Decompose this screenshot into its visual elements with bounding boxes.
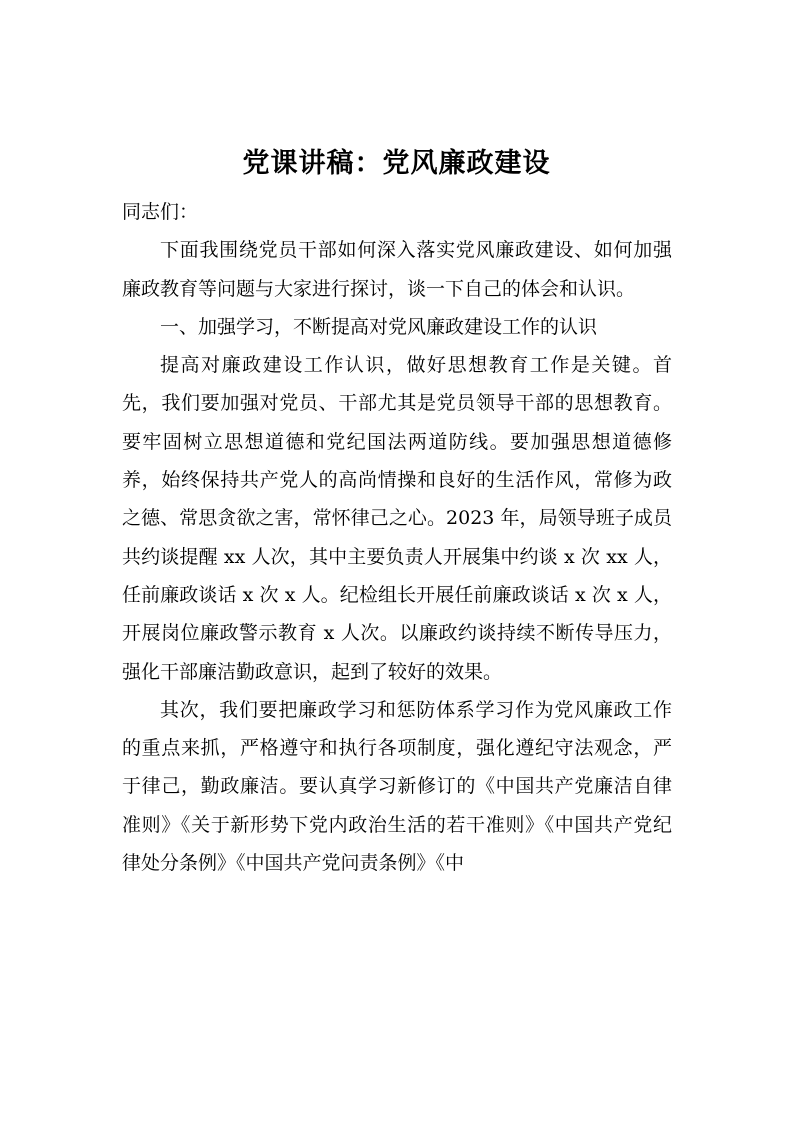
paragraph-section1-first: 提高对廉政建设工作认识，做好思想教育工作是关键。首先，我们要加强对党员、干部尤其是党员领导干部的思想教育。要牢固树立思想道德和党纪国法两道防线。要加强思想道德修养，始终保持共产党人的高尚情操和良好的生活作风，常修为政之德、常思贪欲之害，常怀律己之心。2023 年，局领导班子成员共约谈提醒 xx 人次，其中主要负责人开展集中约谈 x 次 xx 人，任前廉政谈话 x 次 x 人。纪检组长开展任前廉政谈话 x 次 x 人，开展岗位廉政警示教育 x 人次。以廉政约谈持续不断传导压力，强化干部廉洁勤政意识，起到了较好的效果。 [122, 354, 672, 683]
salutation: 同志们： [122, 201, 199, 223]
paragraph-section1-second: 其次，我们要把廉政学习和惩防体系学习作为党风廉政工作的重点来抓，严格遵守和执行各项制度，强化遵纪守法观念，严于律己，勤政廉洁。要认真学习新修订的《中国共产党廉洁自律准则》《关于新形势下党内政治生活的若干准则》《中国共产党纪律处分条例》《中国共产党问责条例》《中 [122, 698, 672, 875]
section-heading-1: 一、加强学习，不断提高对党风廉政建设工作的认识 [160, 315, 598, 338]
page-title: 党课讲稿：党风廉政建设 [242, 148, 551, 180]
document-body [122, 193, 672, 882]
paragraph-intro: 下面我围绕党员干部如何深入落实党风廉政建设、如何加强廉政教育等问题与大家进行探讨，谈一下自己的体会和认识。 [122, 239, 672, 300]
